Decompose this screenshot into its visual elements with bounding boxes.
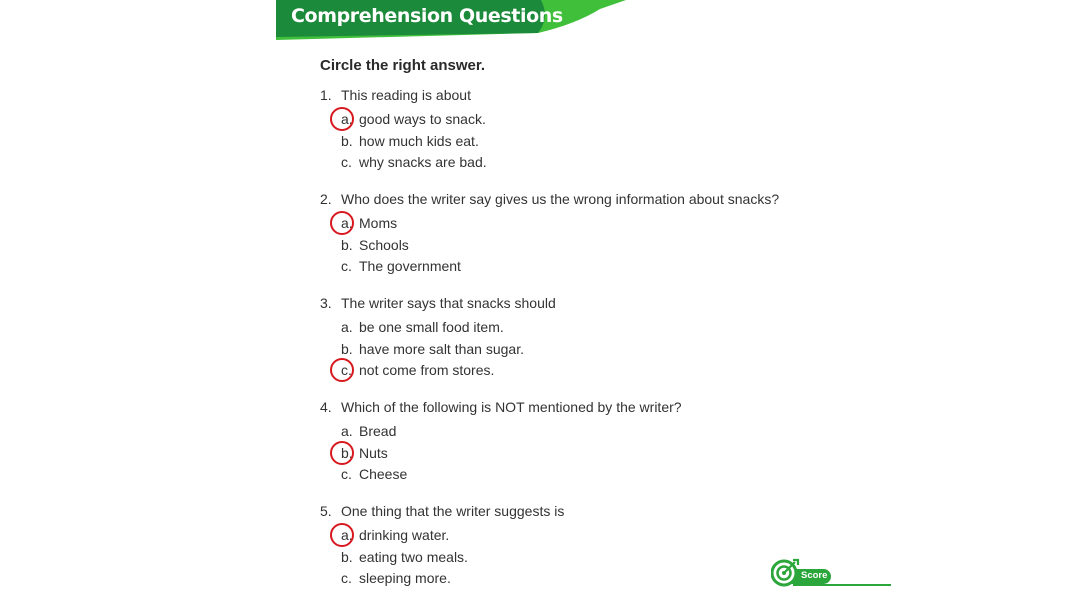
answer-option-c[interactable]: [320, 256, 880, 278]
option-letter: c.: [341, 466, 352, 482]
option-letter: b.: [341, 548, 353, 565]
option-text: why snacks are bad.: [359, 154, 487, 170]
option-letter: a.: [341, 111, 353, 127]
option-letter: c.: [341, 570, 352, 586]
score-label: Score: [801, 570, 828, 581]
option-text: Bread: [359, 423, 397, 439]
question-line: [320, 293, 880, 314]
option-letter: a.: [341, 527, 353, 543]
question-text: Who does the writer say gives us the wrong information about snacks?: [341, 191, 780, 207]
instruction-text: Circle the right answer.: [320, 57, 486, 74]
question-number: 4.: [320, 399, 332, 415]
answer-option-a[interactable]: [320, 421, 880, 443]
question-text: This reading is about: [341, 87, 471, 103]
question-line: [320, 397, 880, 418]
option-letter: a.: [341, 319, 353, 335]
question-text: One thing that the writer suggests is: [341, 503, 565, 519]
answer-option-a[interactable]: [320, 213, 880, 235]
option-letter: c.: [341, 258, 352, 274]
option-letter: b.: [341, 132, 353, 149]
question-text: Which of the following is NOT mentioned by the writer?: [341, 399, 682, 415]
option-letter: c.: [341, 154, 352, 170]
answer-option-a[interactable]: [320, 317, 880, 339]
option-text: sleeping more.: [359, 570, 451, 586]
question-number: 5.: [320, 503, 332, 519]
header-banner: [276, 0, 626, 40]
option-text: The government: [359, 258, 461, 274]
question-4: [320, 397, 880, 486]
option-text: Moms: [359, 215, 398, 231]
option-letter: a.: [341, 215, 353, 231]
option-text: eating two meals.: [359, 548, 468, 565]
answer-option-c[interactable]: [320, 464, 880, 486]
answer-option-b[interactable]: [320, 131, 880, 153]
option-text: be one small food item.: [359, 319, 504, 335]
option-text: Nuts: [359, 444, 388, 461]
option-text: good ways to snack.: [359, 111, 486, 127]
option-letter: a.: [341, 423, 353, 439]
option-text: Schools: [359, 236, 409, 253]
answer-option-a[interactable]: [320, 525, 880, 547]
question-number: 3.: [320, 295, 332, 311]
section-title: Comprehension Questions: [291, 5, 563, 27]
option-text: have more salt than sugar.: [359, 340, 524, 357]
answer-option-b[interactable]: [320, 339, 880, 361]
option-text: how much kids eat.: [359, 132, 479, 149]
question-3: [320, 293, 880, 382]
option-letter: b.: [341, 340, 353, 357]
question-number: 1.: [320, 87, 332, 103]
option-text: Cheese: [359, 466, 408, 482]
question-line: [320, 189, 880, 210]
option-letter: b.: [341, 236, 353, 253]
question-line: [320, 501, 880, 522]
question-line: [320, 85, 880, 106]
answer-option-c[interactable]: [320, 152, 880, 174]
option-text: drinking water.: [359, 527, 450, 543]
answer-option-a[interactable]: [320, 109, 880, 131]
option-letter: c.: [341, 362, 352, 378]
target-icon: [771, 558, 801, 588]
answer-option-b[interactable]: [320, 443, 880, 465]
question-text: The writer says that snacks should: [341, 295, 556, 311]
score-badge: [771, 558, 891, 588]
answer-option-c[interactable]: [320, 360, 880, 382]
question-2: [320, 189, 880, 278]
answer-option-b[interactable]: [320, 235, 880, 257]
option-text: not come from stores.: [359, 362, 495, 378]
question-1: [320, 85, 880, 174]
score-underline: [793, 584, 891, 586]
option-letter: b.: [341, 444, 353, 461]
question-number: 2.: [320, 191, 332, 207]
